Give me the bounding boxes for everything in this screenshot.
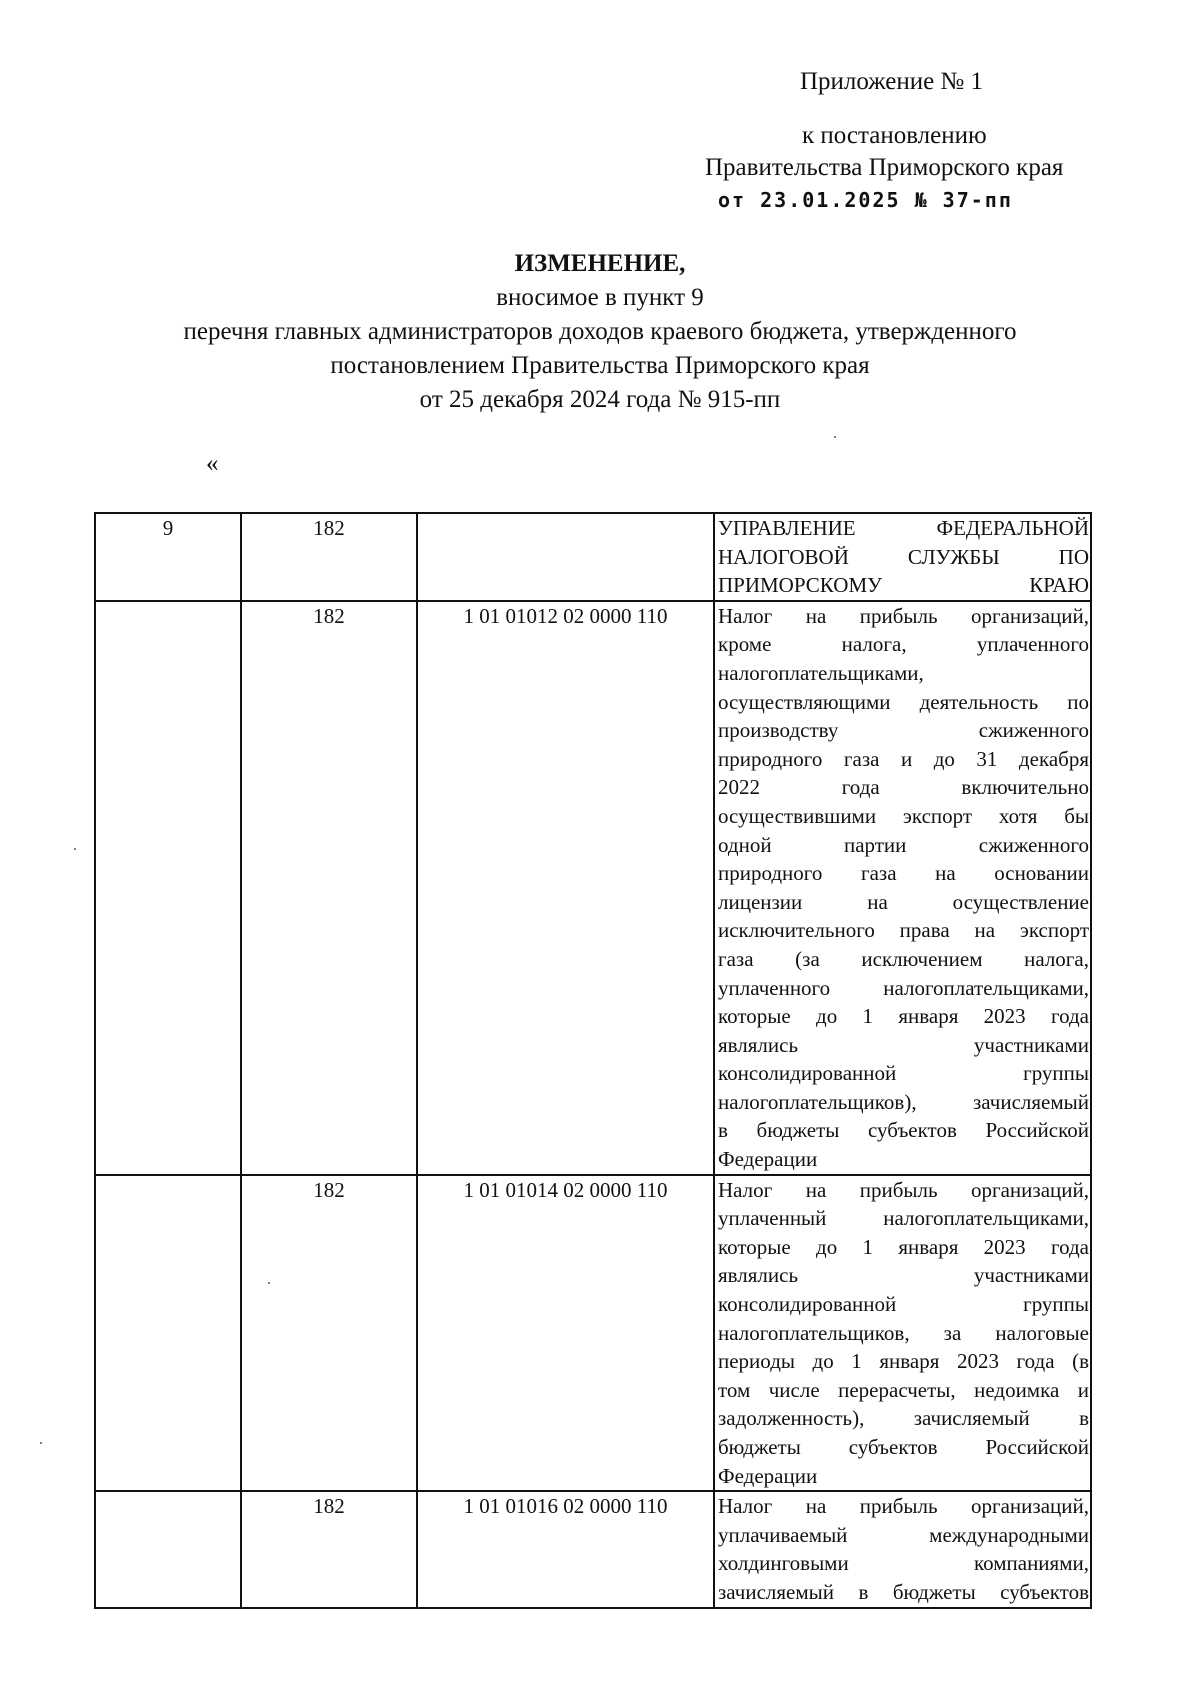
income-name-line: холдинговыми компаниями, (718, 1551, 1089, 1576)
cell-income-code: 1 01 01016 02 0000 110 (417, 1491, 714, 1607)
income-name-line: бюджеты субъектов Российской (718, 1435, 1089, 1459)
income-name-line: уплаченный налогоплательщиками, (718, 1206, 1089, 1231)
income-name-line: газа (за исключением налога, (718, 946, 1089, 971)
income-name-line: зачисляемый в бюджеты субъектов (718, 1579, 1089, 1604)
doc-title: ИЗМЕНЕНИЕ, (514, 250, 686, 277)
income-name-line: налогоплательщиков, за налоговые (718, 1320, 1089, 1345)
income-name-line: которые до 1 января 2023 года (718, 1234, 1089, 1259)
cell-income-name (714, 601, 1091, 1175)
cell-item-number (95, 601, 241, 1175)
cell-income-name (714, 1175, 1091, 1492)
income-name-line: задолженность), зачисляемый в (718, 1406, 1089, 1431)
income-name-line: 2022 года включительно (718, 775, 1089, 800)
scan-speck (40, 1442, 42, 1444)
income-name-line: исключительного права на экспорт (718, 918, 1089, 943)
appendix-title: Приложение № 1 (800, 68, 984, 95)
income-name-line: кроме налога, уплаченного (718, 632, 1089, 657)
income-name-line: производству сжиженного (718, 718, 1089, 743)
income-name-line: консолидированной группы (718, 1061, 1089, 1086)
table-row (95, 601, 1091, 1175)
income-name-line: природного газа и до 31 декабря (718, 746, 1089, 771)
registration-stamp: от 23.01.2025 № 37-пп (718, 188, 1013, 212)
income-name-line: Федерации (718, 1147, 818, 1172)
income-name-line: Федерации (718, 1463, 818, 1488)
appendix-line-2: Правительства Приморского края (705, 154, 1064, 181)
cell-income-name (714, 1491, 1091, 1607)
income-name-line: являлись участниками (718, 1263, 1089, 1288)
scan-speck (74, 848, 76, 850)
income-name-line: лицензии на осуществление (718, 889, 1089, 914)
income-name-line: НАЛОГОВОЙ СЛУЖБЫ ПО (718, 544, 1089, 569)
cell-income-code: 1 01 01012 02 0000 110 (417, 601, 714, 1175)
cell-income-code (417, 513, 714, 601)
cell-administrator-code: 182 (241, 1175, 417, 1492)
income-name-line: уплачиваемый международными (718, 1522, 1089, 1547)
income-name-line: налогоплательщиков), зачисляемый (718, 1089, 1089, 1114)
cell-administrator-code: 182 (241, 1491, 417, 1607)
income-name-line: том числе перерасчеты, недоимка и (718, 1377, 1089, 1402)
income-name-line: являлись участниками (718, 1032, 1089, 1057)
income-name-line: осуществившими экспорт хотя бы (718, 803, 1089, 828)
income-name-line: осуществляющими деятельность по (718, 689, 1089, 714)
income-name-line: одной партии сжиженного (718, 832, 1089, 857)
income-name-line: которые до 1 января 2023 года (718, 1004, 1089, 1029)
doc-subtitle-2: перечня главных администраторов доходов краевого бюджета, утвержденного (183, 318, 1017, 345)
table-row (95, 513, 1091, 601)
opening-quote-mark: « (206, 450, 219, 477)
table-row (95, 1491, 1091, 1607)
cell-item-number: 9 (95, 513, 241, 601)
cell-item-number (95, 1175, 241, 1492)
income-name-line: Налог на прибыль организаций, (718, 1494, 1089, 1519)
income-administrators-table (94, 512, 1092, 1609)
cell-income-name (714, 513, 1091, 601)
cell-item-number (95, 1491, 241, 1607)
income-name-line: уплаченного налогоплательщиками, (718, 975, 1089, 1000)
income-name-line: периоды до 1 января 2023 года (в (718, 1349, 1089, 1374)
cell-administrator-code: 182 (241, 601, 417, 1175)
income-name-line: ПРИМОРСКОМУ КРАЮ (718, 573, 1089, 598)
income-name-line: налогоплательщиками, (718, 660, 924, 685)
income-name-line: Налог на прибыль организаций, (718, 603, 1089, 628)
cell-administrator-code: 182 (241, 513, 417, 601)
doc-subtitle-4: от 25 декабря 2024 года № 915-пп (419, 386, 781, 413)
doc-subtitle-1: вносимое в пункт 9 (496, 284, 704, 311)
doc-subtitle-3: постановлением Правительства Приморского края (330, 352, 870, 379)
income-name-line: Налог на прибыль организаций, (718, 1177, 1089, 1202)
table-row (95, 1175, 1091, 1492)
income-name-line: в бюджеты субъектов Российской (718, 1118, 1089, 1143)
appendix-line-1: к постановлению (802, 122, 987, 149)
income-name-line: природного газа на основании (718, 861, 1089, 886)
cell-income-code: 1 01 01014 02 0000 110 (417, 1175, 714, 1492)
income-name-line: консолидированной группы (718, 1292, 1089, 1317)
scan-speck (834, 436, 836, 438)
income-name-line: УПРАВЛЕНИЕ ФЕДЕРАЛЬНОЙ (718, 516, 1089, 540)
